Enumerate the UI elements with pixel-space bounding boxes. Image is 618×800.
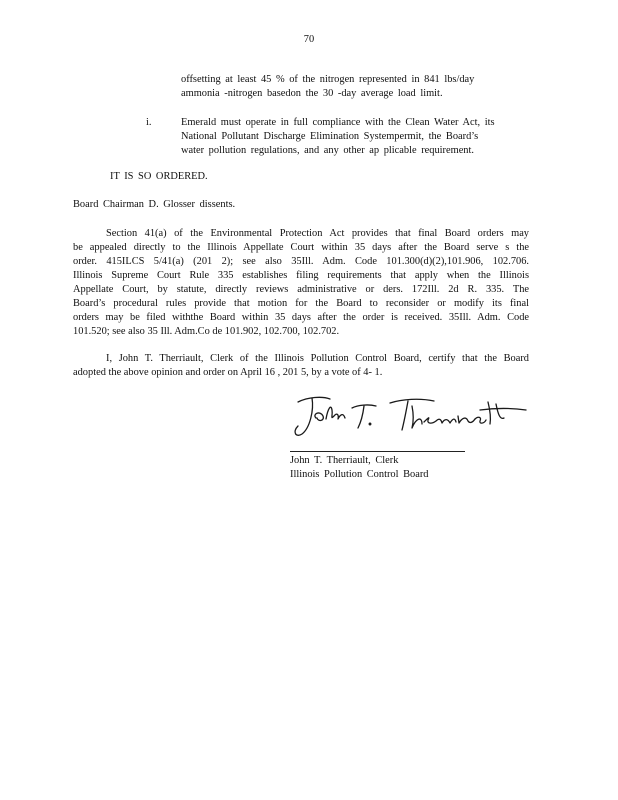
- signature-line: [290, 451, 465, 452]
- board-name: Illinois Pollution Control Board: [290, 469, 429, 480]
- continued-item-line-1: offsetting at least 45 % of the nitrogen represented in 841 lbs/day: [181, 74, 475, 85]
- continued-item-line-2: ammonia -nitrogen basedon the 30 -day average load limit.: [181, 88, 443, 99]
- item-i-line-3: water pollution regulations, and any other ap plicable requirement.: [181, 145, 474, 156]
- appeal-paragraph-line: order. 415ILCS 5/41(a) (201 2); see also 35Ill. Adm. Code 101.300(d)(2),101.906, 102.706.: [73, 256, 529, 267]
- so-ordered: IT IS SO ORDERED.: [110, 171, 208, 182]
- dissent-statement: Board Chairman D. Glosser dissents.: [73, 199, 236, 210]
- appeal-paragraph-line: Section 41(a) of the Environmental Protection Act provides that final Board orders may: [106, 228, 529, 239]
- item-i-line-1: Emerald must operate in full compliance with the Clean Water Act, its: [181, 117, 495, 128]
- appeal-paragraph-line: Board’s procedural rules provide that motion for the Board to reconsider or modify its final: [73, 298, 529, 309]
- appeal-paragraph-line: be appealed directly to the Illinois Appellate Court within 35 days after the Board serve s the: [73, 242, 529, 253]
- signer-name: John T. Therriault, Clerk: [290, 455, 399, 466]
- certification-paragraph-line: adopted the above opinion and order on April 16 , 201 5, by a vote of 4- 1.: [73, 367, 383, 378]
- item-i-line-2: National Pollutant Discharge Elimination Systempermit, the Board’s: [181, 131, 479, 142]
- appeal-paragraph-line: Appellate Court, by statute, directly reviews administrative or ders. 172Ill. 2d R. 335. The: [73, 284, 529, 295]
- page-number: 70: [303, 34, 315, 45]
- certification-paragraph-line: I, John T. Therriault, Clerk of the Illinois Pollution Control Board, certify that the Board: [106, 353, 529, 364]
- appeal-paragraph-line: 101.520; see also 35 Ill. Adm.Co de 101.902, 102.700, 102.702.: [73, 326, 340, 337]
- handwritten-signature: [290, 388, 465, 452]
- appeal-paragraph-line: orders may be filed withthe Board within 35 days after the order is received. 35Ill. Adm. Code: [73, 312, 529, 323]
- appeal-paragraph-line: Illinois Supreme Court Rule 335 establishes filing requirements that apply when the Illinois: [73, 270, 529, 281]
- signature-ink: [290, 388, 530, 448]
- item-i-marker: i.: [146, 117, 152, 128]
